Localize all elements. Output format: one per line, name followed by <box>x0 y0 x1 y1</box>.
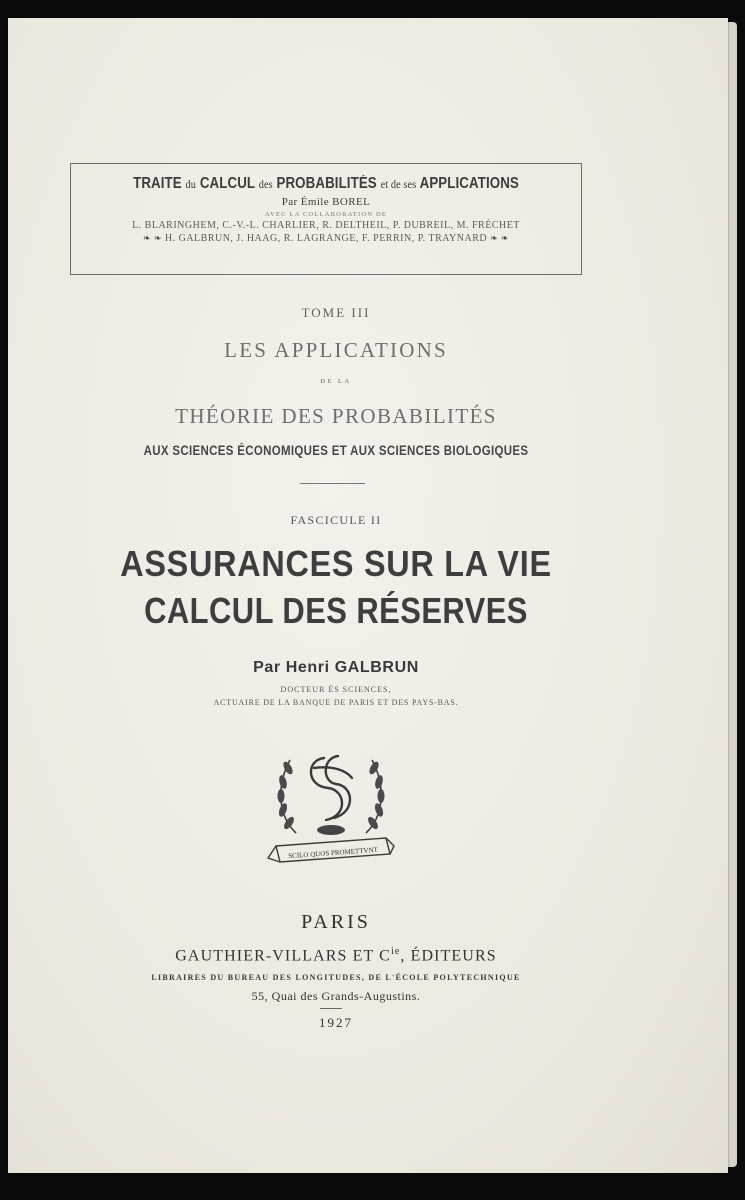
divider <box>320 1008 342 1009</box>
fascicule-label: FASCICULE II <box>290 513 382 527</box>
subject-line-2: DE LA <box>320 378 352 385</box>
series-title-part: et de ses <box>380 177 417 191</box>
author-byline: Par Henri GALBRUN <box>253 659 419 676</box>
series-header-box <box>70 163 582 275</box>
collaborators-names: L. BLARINGHEM, C.-V.-L. CHARLIER, R. DELTHEIL, P. DUBREIL, M. FRÉCHET <box>132 220 520 231</box>
series-title-part: des <box>258 177 273 191</box>
divider <box>300 483 365 484</box>
series-title-part: PROBABILITÉS <box>272 175 381 192</box>
publisher-role: , ÉDITEURS <box>400 947 497 965</box>
subject-line-4: AUX SCIENCES ÉCONOMIQUES ET AUX SCIENCES BIOLOGIQUES <box>143 442 529 458</box>
imprint-address: 55, Quai des Grands-Augustins. <box>251 989 421 1003</box>
publisher-name: GAUTHIER-VILLARS ET C <box>175 947 391 965</box>
series-title-part: CALCUL <box>196 175 259 192</box>
subject-line-1: LES APPLICATIONS <box>224 338 448 362</box>
series-title-part: TRAITE <box>133 175 186 192</box>
publisher-superscript: ie <box>390 946 401 957</box>
author-credential-1: DOCTEUR ÈS SCIENCES, <box>280 685 392 694</box>
imprint-publisher <box>16 946 656 965</box>
book-title-line-2: CALCUL DES RÉSERVES <box>144 590 528 631</box>
collaborators-names: H. GALBRUN, J. HAAG, R. LAGRANGE, F. PERRIN, P. TRAYNARD <box>164 233 488 244</box>
collaboration-label: AVEC LA COLLABORATION DE <box>264 211 388 218</box>
book-title-line-1: ASSURANCES SUR LA VIE <box>120 543 552 584</box>
collaborators-line-2 <box>71 233 581 244</box>
imprint-libraires: LIBRAIRES DU BUREAU DES LONGITUDES, DE L'ÉCOLE POLYTECHNIQUE <box>151 973 521 982</box>
series-title <box>107 175 546 193</box>
series-title-part: du <box>185 177 197 191</box>
title-page <box>8 18 728 1173</box>
imprint-city: PARIS <box>301 911 371 933</box>
tome-label: TOME III <box>301 305 371 320</box>
author-credential-2: ACTUAIRE DE LA BANQUE DE PARIS ET DES PAYS-BAS. <box>213 698 459 707</box>
series-title-part: APPLICATIONS <box>416 175 519 192</box>
collaborators-line-1 <box>71 220 581 231</box>
ornament-icon: ❧ ❧ <box>143 233 162 243</box>
ornament-icon: ❧ ❧ <box>490 233 509 243</box>
series-author: Par Émile BOREL <box>281 196 371 208</box>
emblem-motto: SCILO QUOS PROMETTVNT <box>287 845 379 861</box>
publisher-emblem-icon <box>266 738 396 876</box>
subject-line-3: THÉORIE DES PROBABILITÉS <box>175 404 497 428</box>
imprint-year: 1927 <box>319 1015 353 1030</box>
